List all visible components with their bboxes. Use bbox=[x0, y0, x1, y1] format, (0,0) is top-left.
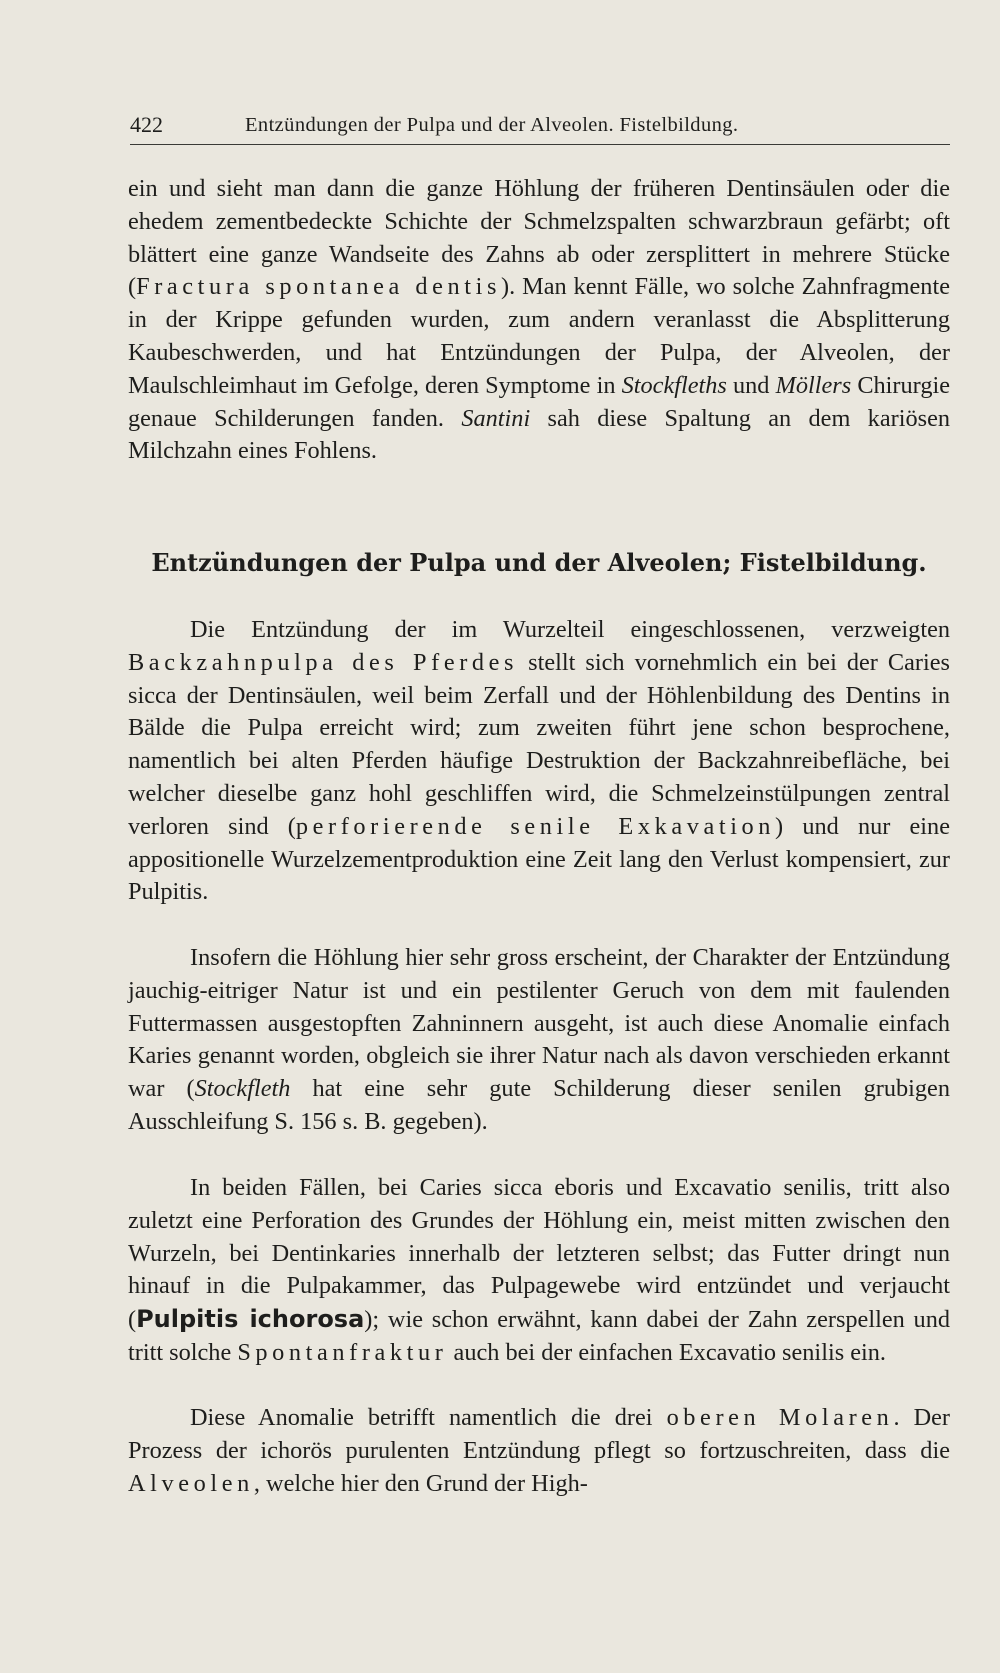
spaced-term: oberen Molaren bbox=[666, 1404, 894, 1431]
page-number: 422 bbox=[130, 112, 163, 137]
spaced-term: Backzahnpulpa des Pferdes bbox=[128, 648, 519, 676]
spaced-term: Fractura spontanea dentis bbox=[136, 273, 502, 301]
spaced-term: Alveolen bbox=[128, 1469, 254, 1497]
paragraph-3: Insofern die Höhlung hier sehr gross erscheint, der Charakter der Entzündung jauchig-eitriger Natur ist und ein pestilenter Geruch von dem mit faulenden Futtermassen ausgestopften Zahninnern ausgeht, ist auch diese Anomalie einfach Karies genannt worden, obgleich sie ihrer Natur nach als davon verschieden erkannt war (Stockfleth hat eine sehr gute Schilderung dieser senilen grubigen Ausschleifung S. 156 s. B. gegeben). bbox=[128, 944, 950, 1135]
page-header bbox=[130, 108, 950, 145]
section-heading: Entzündungen der Pulpa und der Alveolen; Fistelbildung. bbox=[151, 548, 927, 577]
author-name: Stockfleth bbox=[194, 1075, 291, 1103]
paragraph-1: ein und sieht man dann die ganze Höhlung der früheren Dentinsäulen oder die ehedem zementbedeckte Schichte der Schmelzspalten schwarzbraun gefärbt; oft blättert eine ganze Wandseite des Zahns ab oder zersplittert in mehrere Stücke (Fractura spontanea dentis). Man kennt Fälle, wo solche Zahnfragmente in der Krippe gefunden wurden, zum andern veranlasst die Absplitterung Kaubeschwerden, und hat Entzündungen der Pulpa, der Alveolen, der Maulschleimhaut im Gefolge, deren Symptome in Stockfleths und Möllers Chirurgie genaue Schilderungen fanden. Santini sah diese Spaltung an dem kariösen Milchzahn eines Fohlens. bbox=[128, 175, 950, 465]
bold-term: Pulpitis ichorosa bbox=[136, 1305, 365, 1334]
spaced-term: Spontanfraktur bbox=[237, 1338, 448, 1366]
author-name: Möllers bbox=[775, 371, 852, 399]
paragraph-2: Die Entzündung der im Wurzelteil eingeschlossenen, verzweigten Backzahnpulpa des Pferdes stellt sich vornehmlich ein bei der Caries sicca der Dentinsäulen, weil beim Zerfall und der Höhlenbildung des Dentins in Bälde die Pulpa erreicht wird; zum zweiten führt jene schon besprochene, namentlich bei alten Pferden häufige Destruktion der Backzahnreibefläche, bei welcher dieselbe ganz hohl geschliffen wird, die Schmelzeinstülpungen zentral verloren sind (perforierende senile Exkavation) und nur eine appositionelle Wurzelzementproduktion eine Zeit lang den Verlust kompensiert, zur Pulpitis. bbox=[128, 616, 951, 906]
author-name: Stockfleths bbox=[621, 371, 727, 399]
paragraph-4: In beiden Fällen, bei Caries sicca eboris und Excavatio senilis, tritt also zuletzt eine Perforation des Grundes der Höhlung ein, meist mitten zwischen den Wurzeln, bei Dentinkaries innerhalb der letzteren selbst; das Futter dringt nun hinauf in die Pulpakammer, das Pulpagewebe wird entzündet und verjaucht (Pulpitis ichorosa); wie schon erwähnt, kann dabei der Zahn zerspellen und tritt solche Spontanfraktur auch bei der einfachen Excavatio senilis ein. bbox=[128, 1174, 951, 1366]
spaced-term: perforierende senile Exkavation bbox=[295, 812, 776, 840]
paragraph-5: Diese Anomalie betrifft namentlich die drei oberen Molaren. Der Prozess der ichorös purulenten Entzündung pflegt so fortzuschreiten, dass die Alveolen, welche hier den Grund der High- bbox=[128, 1404, 950, 1497]
author-name: Santini bbox=[461, 404, 531, 432]
running-title: Entzündungen der Pulpa und der Alveolen. Fistelbildung. bbox=[245, 114, 739, 136]
